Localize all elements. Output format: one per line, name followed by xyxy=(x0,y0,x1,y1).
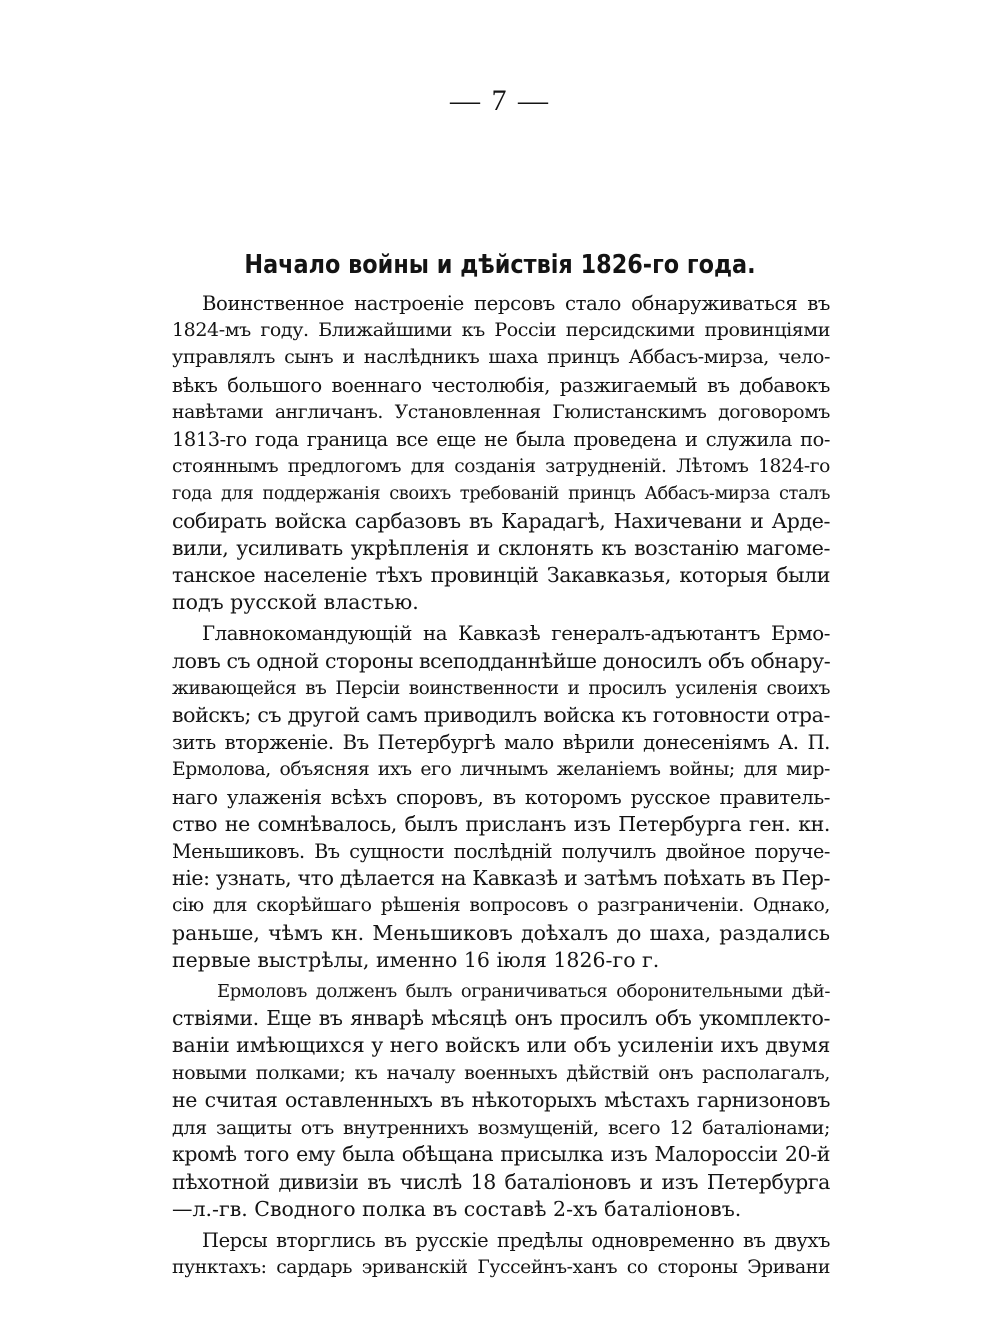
paragraph-2 xyxy=(172,620,830,974)
text-line: новыми полками; къ началу военныхъ дѣйствій онъ располагалъ, xyxy=(172,1061,830,1084)
page-number: — 7 — xyxy=(450,84,550,117)
text-line: Главнокомандующій на Кавказѣ генералъ-адъютантъ Ермо- xyxy=(202,622,830,646)
text-line: не считая оставленныхъ въ нѣкоторыхъ мѣстахъ гарнизоновъ xyxy=(172,1087,830,1112)
text-line: ловъ съ одной стороны всеподданнѣйше доносилъ объ обнару- xyxy=(172,648,831,673)
text-line: ство не сомнѣвалось, былъ присланъ изъ Петербурга ген. кн. xyxy=(172,811,830,836)
text-line: навѣтами англичанъ. Установленная Гюлистанскимъ договоромъ xyxy=(172,401,830,423)
text-line: года для поддержанія своихъ требованій принцъ Аббасъ-мирза сталъ xyxy=(172,483,830,505)
text-line: вѣкъ большого военнаго честолюбія, разжигаемый въ добавокъ xyxy=(172,373,830,397)
text-line: зить вторженіе. Въ Петербургѣ мало вѣрили донесеніямъ А. П. xyxy=(172,731,830,755)
text-line: ствіями. Еще въ январѣ мѣсяцѣ онъ просилъ объ укомплекто- xyxy=(172,1006,830,1031)
text-line: для защиты отъ внутреннихъ возмущеній, всего 12 баталіонами; xyxy=(172,1116,830,1140)
text-line: подъ русской властью. xyxy=(172,590,419,615)
text-line: танское населеніе тѣхъ провинцій Закавказья, которыя были xyxy=(172,563,830,588)
body-text xyxy=(172,290,830,1285)
text-line: наго улаженія всѣхъ споровъ, въ которомъ русское правитель- xyxy=(172,785,830,809)
text-line: 1813-го года граница все еще не была проведена и служила по- xyxy=(172,428,830,452)
chapter-title: Начало войны и дѣйствія 1826-го года. xyxy=(244,250,756,280)
text-line: живающейся въ Персіи воинственности и просилъ усиленія своихъ xyxy=(172,677,830,699)
text-line: пунктахъ: сардарь эриванскій Гуссейнъ-ханъ со стороны Эривани xyxy=(172,1257,830,1279)
text-line: Ермолова, объясняя ихъ его личнымъ желаніемъ войны; для мир- xyxy=(172,759,830,781)
paragraph-1 xyxy=(172,290,830,616)
paragraph-4 xyxy=(172,1227,830,1281)
text-line: раньше, чѣмъ кн. Меньшиковъ доѣхалъ до шаха, раздались xyxy=(172,920,830,945)
paragraph-3 xyxy=(172,978,830,1223)
text-line: Меньшиковъ. Въ сущности послѣдній получилъ двойное поруче- xyxy=(172,840,830,864)
text-line: сію для скорѣйшаго рѣшенія вопросовъ о разграниченіи. Однако, xyxy=(172,895,830,917)
text-line: управлялъ сынъ и наслѣдникъ шаха принцъ Аббасъ-мирза, чело- xyxy=(172,346,830,369)
text-line: Персы вторглись въ русскіе предѣлы одновременно въ двухъ xyxy=(202,1228,830,1252)
text-line: —л.-гв. Сводного полка въ составѣ 2-хъ баталіоновъ. xyxy=(172,1196,742,1221)
text-line: первые выстрѣлы, именно 16 іюля 1826-го г. xyxy=(172,947,660,972)
text-line: пѣхотной дивизіи въ числѣ 18 баталіоновъ и изъ Петербурга xyxy=(172,1169,830,1194)
text-line: Воинственное настроеніе персовъ стало обнаруживаться въ xyxy=(202,292,830,315)
text-line: вили, усиливать укрѣпленія и склонять къ возстанію магоме- xyxy=(172,535,830,560)
text-line: Ермоловъ долженъ былъ ограничиваться оборонительными дѣй- xyxy=(217,981,830,1003)
text-line: собирать войска сарбазовъ въ Карадагѣ, Нахичевани и Арде- xyxy=(172,508,830,533)
text-line: кромѣ того ему была обѣщана присылка изъ Малороссіи 20-й xyxy=(172,1142,830,1167)
text-line: стояннымъ предлогомъ для созданія затрудненій. Лѣтомъ 1824-го xyxy=(172,456,830,478)
text-line: 1824-мъ году. Ближайшими къ Россіи персидскими провинціями xyxy=(172,319,830,342)
text-line: войскъ; съ другой самъ приводилъ войска къ готовности отра- xyxy=(172,703,830,728)
text-line: ніе: узнать, что дѣлается на Кавказѣ и затѣмъ поѣхать въ Пер- xyxy=(172,866,830,891)
text-line: ваніи имѣющихся у него войскъ или объ усиленіи ихъ двумя xyxy=(172,1033,831,1058)
